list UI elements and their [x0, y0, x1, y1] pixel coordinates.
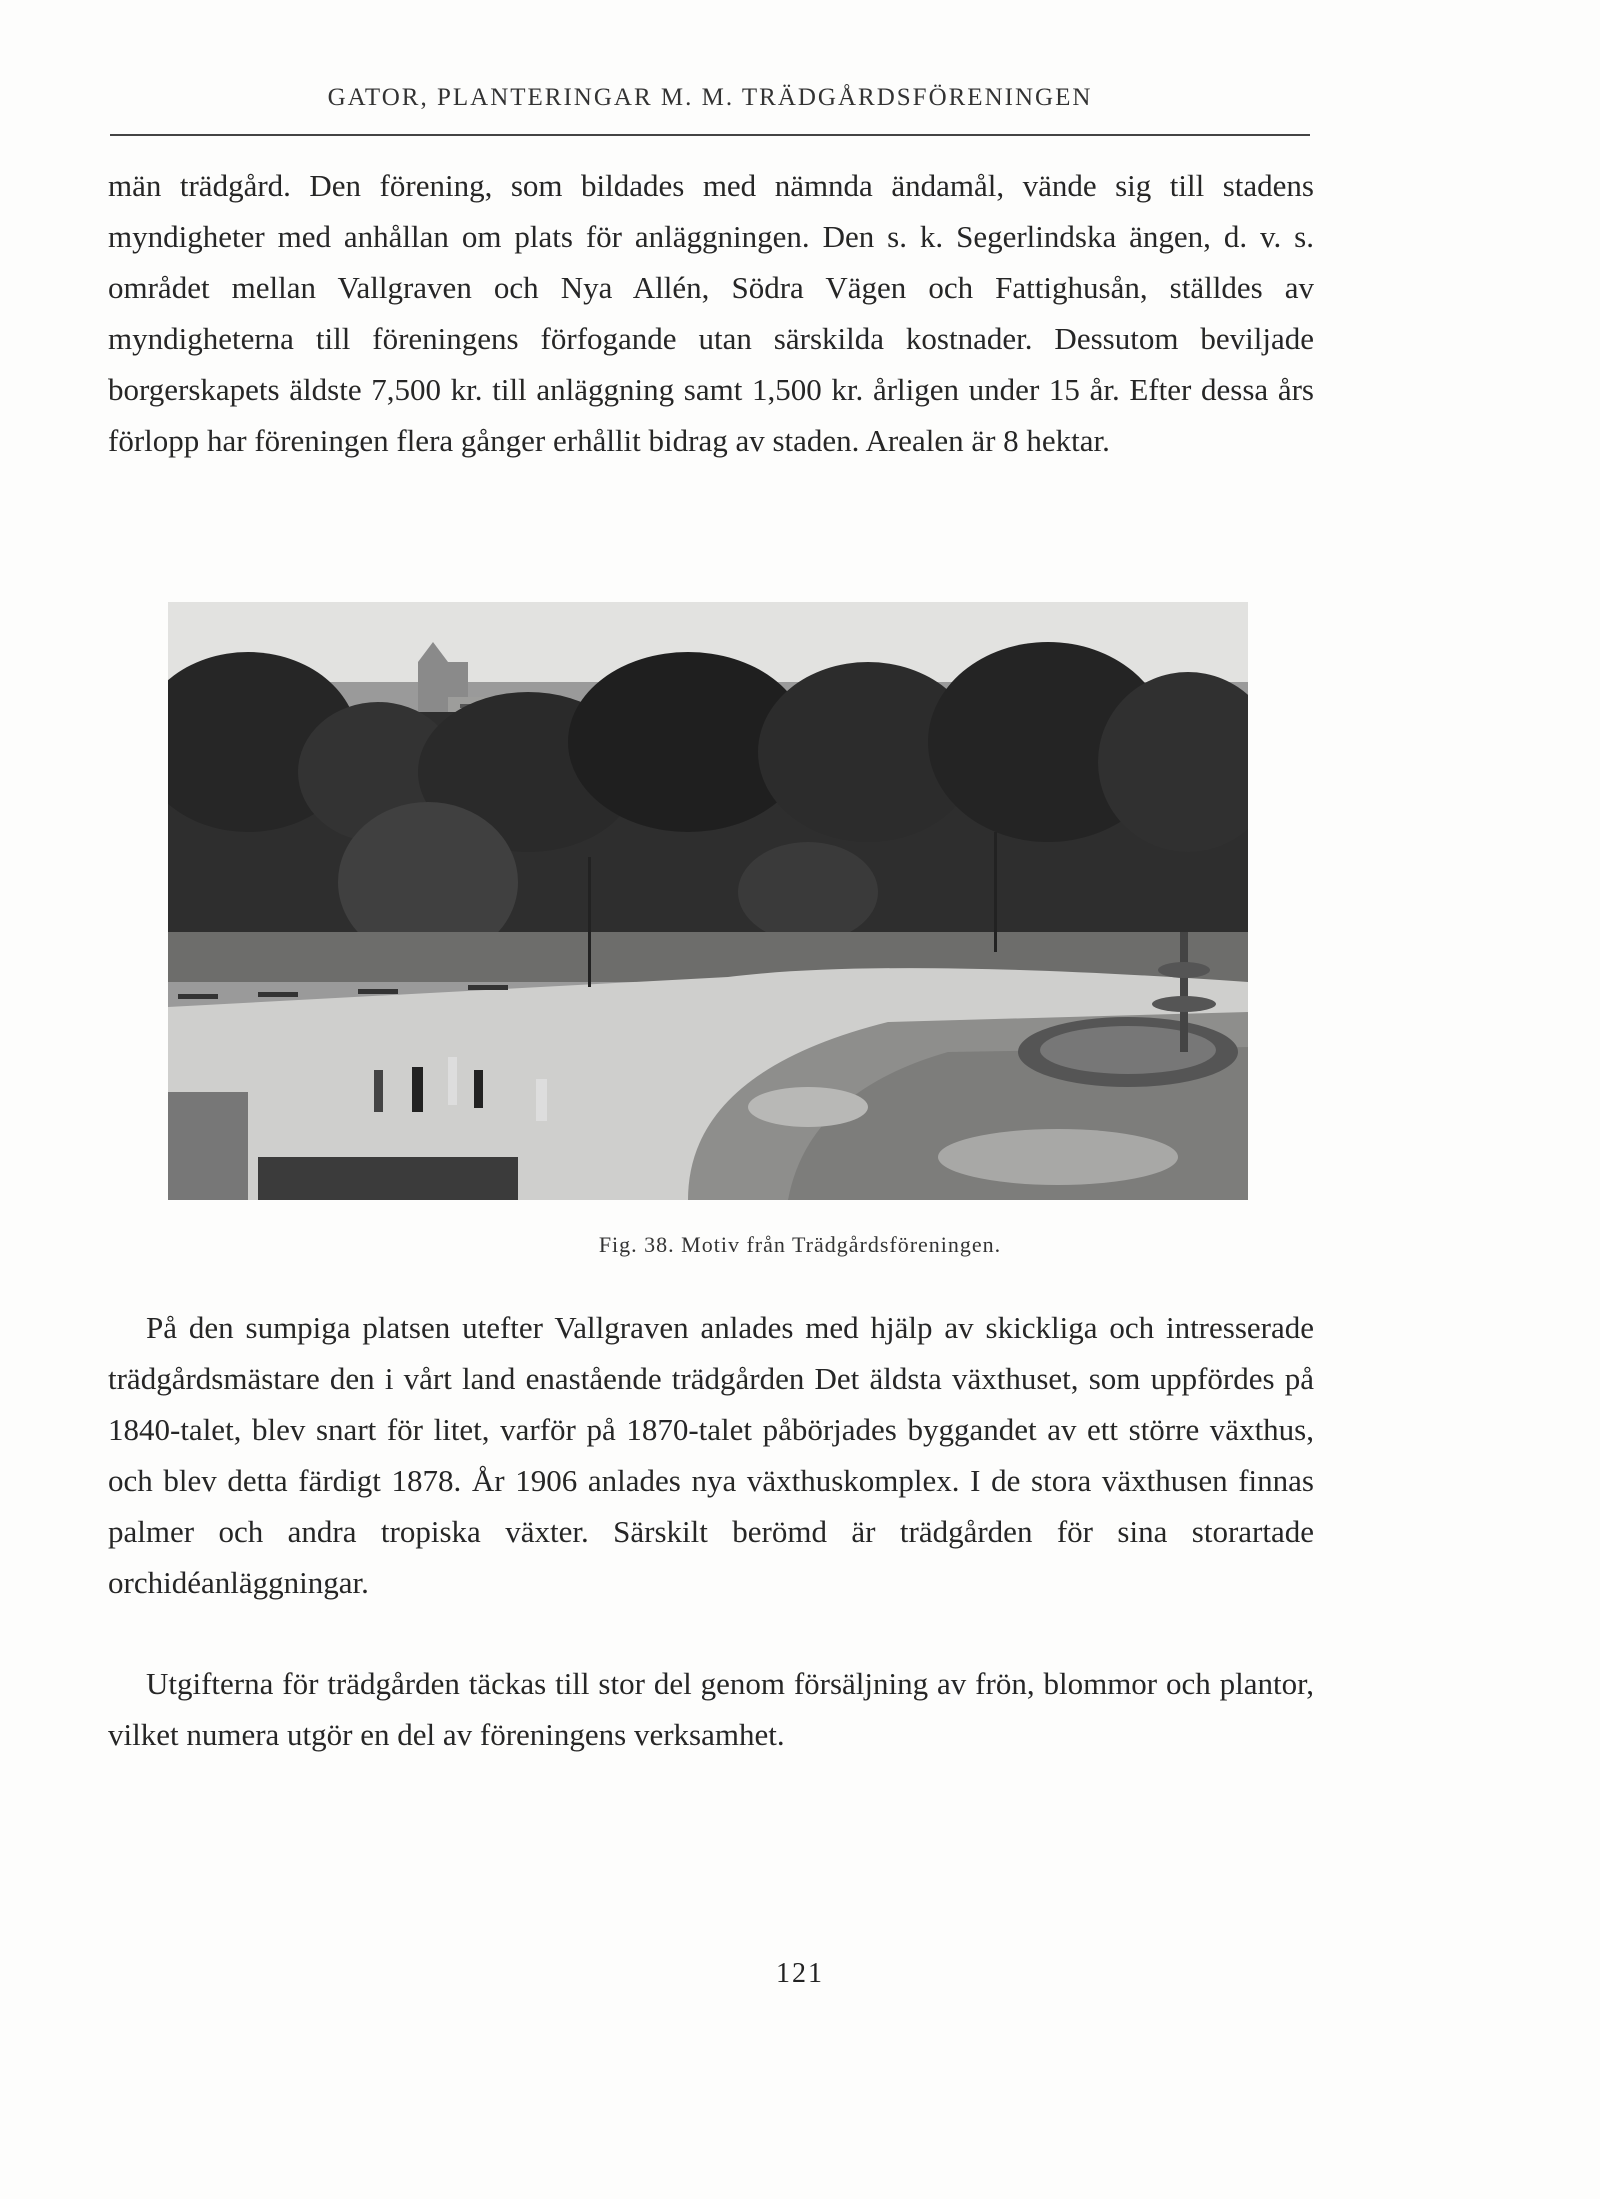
paragraph-2: På den sumpiga platsen utefter Vallgraven anlades med hjälp av skickliga och intresserade trädgårdsmästare den i vårt land enastående trädgården Det äldsta växthuset, som uppfördes på 1840-talet, blev snart för litet, varför på 1870-talet påbörjades byggandet av ett större växthus, och blev detta färdigt 1878. År 1906 anlades nya växthuskomplex. I de stora växthusen finnas palmer och andra tropiska växter. Särskilt berömd är trädgården för sina storartade orchidéanläggningar. — [108, 1310, 1314, 1600]
park-photograph — [168, 602, 1248, 1200]
running-header: GATOR, PLANTERINGAR M. M. TRÄDGÅRDSFÖRENINGEN — [327, 84, 1093, 111]
paragraph-3: Utgifterna för trädgården täckas till stor del genom försäljning av frön, blommor och plantor, vilket numera utgör en del av föreningens verksamhet. — [108, 1666, 1314, 1752]
figure-caption: Fig. 38. Motiv från Trädgårdsföreningen. — [598, 1232, 1002, 1257]
page-number: 121 — [776, 1958, 824, 1989]
header-rule — [110, 134, 1310, 136]
paragraph-1: män trädgård. Den förening, som bildades med nämnda ändamål, vände sig till stadens myndigheter med anhållan om plats för anläggningen. Den s. k. Segerlindska ängen, d. v. s. området mellan Vallgraven och Nya Allén, Södra Vägen och Fattighusån, ställdes av myndigheterna till föreningens förfogande utan särskilda kostnader. Dessutom beviljade borgerskapets äldste 7,500 kr. till anläggning samt 1,500 kr. årligen under 15 år. Efter dessa års förlopp har föreningen flera gånger erhållit bidrag av staden. Arealen är 8 hektar. — [108, 168, 1314, 458]
